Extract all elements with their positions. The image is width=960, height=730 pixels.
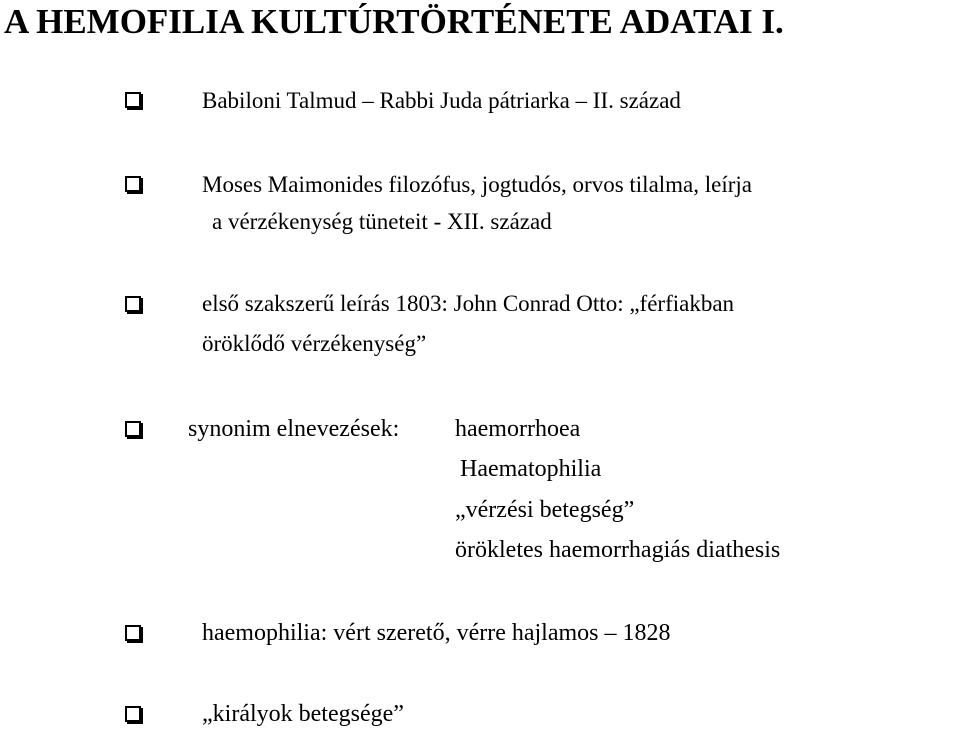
- checkbox-bullet-icon: [125, 92, 141, 108]
- item-2-line-2: a vérzékenység tüneteit - XII. század: [212, 209, 552, 234]
- synonyms-label: synonim elnevezések:: [188, 416, 400, 442]
- item-1-line-1: Babiloni Talmud – Rabbi Juda pátriarka – II. század: [202, 88, 681, 113]
- checkbox-bullet-icon: [125, 421, 141, 437]
- checkbox-bullet-icon: [125, 176, 141, 192]
- synonym-item: Haematophilia: [460, 456, 602, 482]
- item-5-line-1: haemophilia: vért szerető, vérre hajlamos – 1828: [202, 620, 671, 646]
- item-6-line-1: „királyok betegsége”: [202, 701, 404, 727]
- item-3-line-2: öröklődő vérzékenység”: [202, 331, 427, 356]
- checkbox-bullet-icon: [125, 625, 141, 641]
- slide-title: A HEMOFILIA KULTÚRTÖRTÉNETE ADATAI I.: [4, 2, 784, 41]
- synonym-item: „vérzési betegség”: [455, 497, 635, 523]
- item-3-line-1: első szakszerű leírás 1803: John Conrad Otto: „férfiakban: [202, 291, 735, 316]
- synonym-item: örökletes haemorrhagiás diathesis: [455, 537, 781, 563]
- item-2-line-1: Moses Maimonides filozófus, jogtudós, orvos tilalma, leírja: [202, 172, 753, 197]
- synonym-item: haemorrhoea: [455, 416, 581, 442]
- checkbox-bullet-icon: [125, 706, 141, 722]
- checkbox-bullet-icon: [125, 296, 141, 312]
